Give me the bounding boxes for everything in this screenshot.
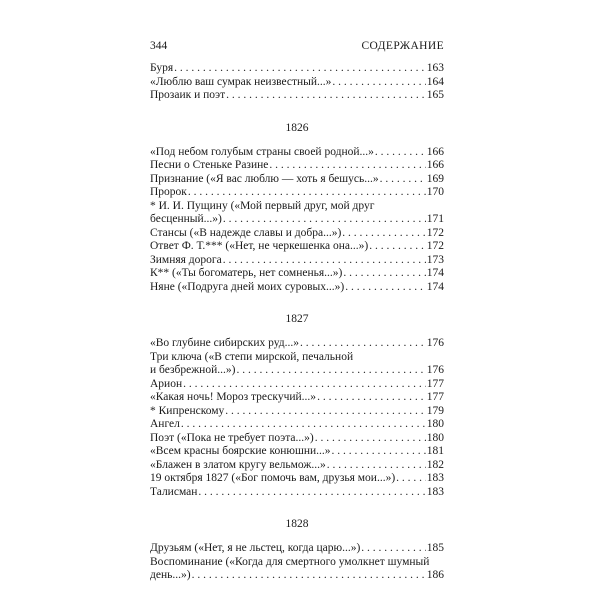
toc-entry-title-first-line: * И. И. Пущину («Мой первый друг, мой друг xyxy=(150,199,375,212)
toc-entry xyxy=(150,254,444,268)
toc-entry-title-first-line: Три ключа («В степи мирской, печальной xyxy=(150,350,354,363)
toc-entry-title: * Кипренскому xyxy=(150,404,225,417)
dot-leader xyxy=(300,337,426,351)
toc-entry-page-number: 180 xyxy=(426,431,444,444)
dot-leader xyxy=(317,391,426,405)
toc-entry xyxy=(150,542,444,556)
running-title: СОДЕРЖАНИЕ xyxy=(361,40,444,52)
toc-entry xyxy=(150,89,444,103)
toc-entry xyxy=(150,459,444,473)
toc-entry xyxy=(150,173,444,187)
toc-entry-page-number: 186 xyxy=(426,569,444,581)
toc-section xyxy=(150,312,444,499)
toc-entry-title: Песни о Стеньке Разине xyxy=(150,159,269,171)
dot-leader xyxy=(269,159,425,173)
dot-leader xyxy=(225,405,425,419)
toc-entry xyxy=(150,337,444,351)
toc-entry xyxy=(150,240,444,254)
toc-section xyxy=(150,62,444,103)
toc-entry xyxy=(150,76,444,90)
dot-leader xyxy=(380,173,426,187)
toc-entry-page-number: 170 xyxy=(426,186,444,198)
section-year-heading: 1826 xyxy=(285,121,309,134)
dot-leader xyxy=(181,418,426,432)
toc-entry xyxy=(150,351,444,378)
dot-leader xyxy=(192,569,426,583)
toc-entry xyxy=(150,445,444,459)
toc-entry-title: «Какая ночь! Мороз трескучий...» xyxy=(150,391,317,403)
toc-entry xyxy=(150,418,444,432)
dot-leader xyxy=(327,459,426,473)
toc-entry-page-number: 171 xyxy=(426,213,444,225)
toc-entry-title: Талисман xyxy=(150,485,198,498)
dot-leader xyxy=(361,542,425,556)
dot-leader xyxy=(332,76,425,90)
toc-entry xyxy=(150,200,444,227)
toc-entry-title: Поэт («Пока не требует поэта...») xyxy=(150,431,314,444)
dot-leader xyxy=(315,432,426,446)
dot-leader xyxy=(332,445,426,459)
dot-leader xyxy=(188,186,426,200)
toc-entry-title: Арион xyxy=(150,377,183,390)
dot-leader xyxy=(198,486,425,500)
dot-leader xyxy=(174,62,426,76)
toc-entry-title: Признание («Я вас люблю — хоть я бешусь...» xyxy=(150,172,379,185)
toc-entry-page-number: 181 xyxy=(426,445,444,457)
toc-entry-page-number: 179 xyxy=(426,404,444,417)
toc-entry-page-number: 164 xyxy=(426,75,444,88)
dot-leader xyxy=(223,213,426,227)
dot-leader xyxy=(183,378,426,392)
toc-entry-title: «Под небом голубым страны своей родной...» xyxy=(150,145,374,158)
toc-entry-page-number: 172 xyxy=(426,240,444,252)
toc-entry-title: «Блажен в златом кругу вельмож...» xyxy=(150,458,326,471)
section-year-heading: 1828 xyxy=(285,518,309,530)
toc-entry-title: Прозаик и поэт xyxy=(150,89,226,101)
toc-entry xyxy=(150,159,444,173)
toc-entry xyxy=(150,227,444,241)
dot-leader xyxy=(342,227,425,241)
toc-entry xyxy=(150,281,444,295)
toc-entry xyxy=(150,391,444,405)
toc-entry-title: Ангел xyxy=(150,418,180,430)
toc-entry xyxy=(150,405,444,419)
toc-entry-title: «Всем красны боярские конюшни...» xyxy=(150,445,331,457)
table-of-contents xyxy=(150,62,444,583)
dot-leader xyxy=(236,364,425,378)
toc-entry-page-number: 176 xyxy=(426,364,444,376)
dot-leader xyxy=(369,240,426,254)
toc-entry-page-number: 172 xyxy=(426,226,444,239)
toc-entry-page-number: 182 xyxy=(426,458,444,471)
toc-entry-title: и безбрежной...») xyxy=(150,364,236,376)
toc-entry xyxy=(150,267,444,281)
toc-entry-page-number: 183 xyxy=(426,472,444,484)
toc-entry-title: бесценный...») xyxy=(150,213,222,225)
toc-entry-title: день...») xyxy=(150,569,191,581)
toc-entry-title: «Во глубине сибирских руд...» xyxy=(150,337,299,349)
toc-entry-page-number: 166 xyxy=(426,145,444,158)
dot-leader xyxy=(375,146,426,160)
toc-entry-title: Стансы («В надежде славы и добра...») xyxy=(150,226,342,239)
section-year-heading: 1827 xyxy=(285,313,309,325)
toc-entry-title: «Люблю ваш сумрак неизвестный...» xyxy=(150,75,332,88)
toc-section xyxy=(150,517,444,583)
toc-entry-page-number: 177 xyxy=(426,377,444,390)
toc-entry-title: Пророк xyxy=(150,186,187,198)
toc-entry-page-number: 183 xyxy=(426,485,444,498)
toc-entry-page-number: 176 xyxy=(426,337,444,349)
toc-entry-page-number: 185 xyxy=(426,542,444,554)
toc-entry-title: Друзьям («Нет, я не льстец, когда царю...») xyxy=(150,542,361,554)
toc-entry xyxy=(150,62,444,76)
toc-entry-page-number: 163 xyxy=(426,62,444,74)
toc-entry xyxy=(150,472,444,486)
toc-entry xyxy=(150,486,444,500)
toc-entry-page-number: 180 xyxy=(426,418,444,430)
toc-entry xyxy=(150,146,444,160)
toc-entry-page-number: 173 xyxy=(426,253,444,266)
toc-entry-title: Зимняя дорога xyxy=(150,253,222,266)
toc-entry-page-number: 174 xyxy=(426,280,444,293)
toc-entry xyxy=(150,378,444,392)
toc-entry-page-number: 169 xyxy=(426,172,444,185)
page-number: 344 xyxy=(150,40,168,52)
toc-entry-title: Няне («Подруга дней моих суровых...») xyxy=(150,280,345,293)
toc-entry-title: Буря xyxy=(150,62,174,74)
toc-entry xyxy=(150,432,444,446)
dot-leader xyxy=(343,267,425,281)
toc-entry-page-number: 174 xyxy=(426,267,444,279)
toc-entry-page-number: 177 xyxy=(426,391,444,403)
toc-section xyxy=(150,121,444,295)
toc-entry-title: Ответ Ф. Т.*** («Нет, не черкешенка она...») xyxy=(150,240,369,252)
dot-leader xyxy=(223,254,426,268)
toc-entry-title: 19 октября 1827 («Бог помочь вам, друзья мои...») xyxy=(150,472,396,484)
toc-entry-title-first-line: Воспоминание («Когда для смертного умолкнет шумный xyxy=(150,555,430,568)
dot-leader xyxy=(226,89,426,103)
dot-leader xyxy=(396,472,426,486)
toc-entry xyxy=(150,556,444,583)
toc-entry-title: К** («Ты богоматерь, нет сомненья...») xyxy=(150,267,343,279)
dot-leader xyxy=(345,281,426,295)
toc-entry xyxy=(150,186,444,200)
toc-entry-page-number: 165 xyxy=(426,89,444,101)
toc-entry-page-number: 166 xyxy=(426,159,444,171)
